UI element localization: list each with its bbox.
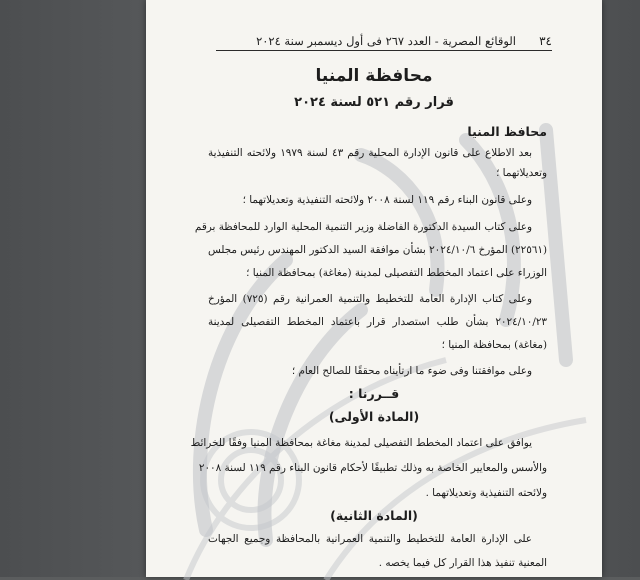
preamble-line: وعلى قانون البناء رقم ١١٩ لسنة ٢٠٠٨ ولائحته التنفيذية وتعديلاتهما ؛ — [242, 194, 532, 206]
article-two-line: المعنية تنفيذ هذا القرار كل فيما يخصه . — [378, 557, 547, 569]
article-one-line: يوافق على اعتماد المخطط التفصيلى لمدينة مغاغة بمحافظة المنيا وفقًا للخرائط — [190, 437, 532, 449]
article-two-line: على الإدارة العامة للتخطيط والتنمية العمرانية بالمحافظة وجميع الجهات — [208, 533, 532, 545]
preamble-line: ٢٠٢٤/١٠/٢٣ بشأن طلب استصدار قرار باعتماد المخطط التفصيلى لمدينة — [208, 316, 547, 328]
preamble-line: وتعديلاتهما ؛ — [496, 167, 547, 179]
article-one-title: (المادة الأولى) — [328, 409, 420, 424]
article-two-title: (المادة الثانية) — [330, 508, 418, 523]
preamble-line: الوزراء على اعتماد المخطط التفصيلى لمدينة (مغاغة) بمحافظة المنيا ؛ — [246, 267, 547, 279]
document-page — [146, 0, 602, 577]
article-one-line: والأسس والمعايير الخاصة به وذلك تطبيقًا لأحكام قانون البناء رقم ١١٩ لسنة ٢٠٠٨ — [198, 462, 547, 474]
preamble-line: وعلى موافقتنا وفى ضوء ما ارتأيناه محققًا للصالح العام ؛ — [291, 365, 532, 377]
preamble-line: بعد الاطلاع على قانون الإدارة المحلية رقم ٤٣ لسنة ١٩٧٩ ولائحته التنفيذية — [208, 147, 532, 159]
decree-title: قرار رقم ٥٢١ لسنة ٢٠٢٤ — [294, 95, 454, 110]
governorate-title: محافظة المنيا — [315, 66, 433, 86]
page-number: ٣٤ — [539, 34, 552, 48]
preamble-line: وعلى كتاب الإدارة العامة للتخطيط والتنمية العمرانية رقم (٧٢٥) المؤرخ — [208, 293, 532, 305]
preamble-line: (مغاغة) بمحافظة المنيا ؛ — [441, 339, 547, 351]
preamble-line: (٢٢٥٦١) المؤرخ ٢٠٢٤/١٠/٦ بشأن موافقة السيد الدكتور المهندس رئيس مجلس — [208, 244, 547, 256]
article-one-line: ولائحته التنفيذية وتعديلاتهما . — [425, 487, 547, 499]
issuer-label: محافظ المنيا — [467, 124, 547, 139]
running-header — [216, 34, 552, 51]
decides-heading: قــررنا : — [348, 386, 400, 401]
preamble-line: وعلى كتاب السيدة الدكتورة الفاضلة وزير التنمية المحلية الوارد للمحافظة برقم — [194, 221, 532, 233]
gazette-title: الوقائع المصرية - العدد ٢٦٧ فى أول ديسمبر سنة ٢٠٢٤ — [256, 34, 516, 48]
